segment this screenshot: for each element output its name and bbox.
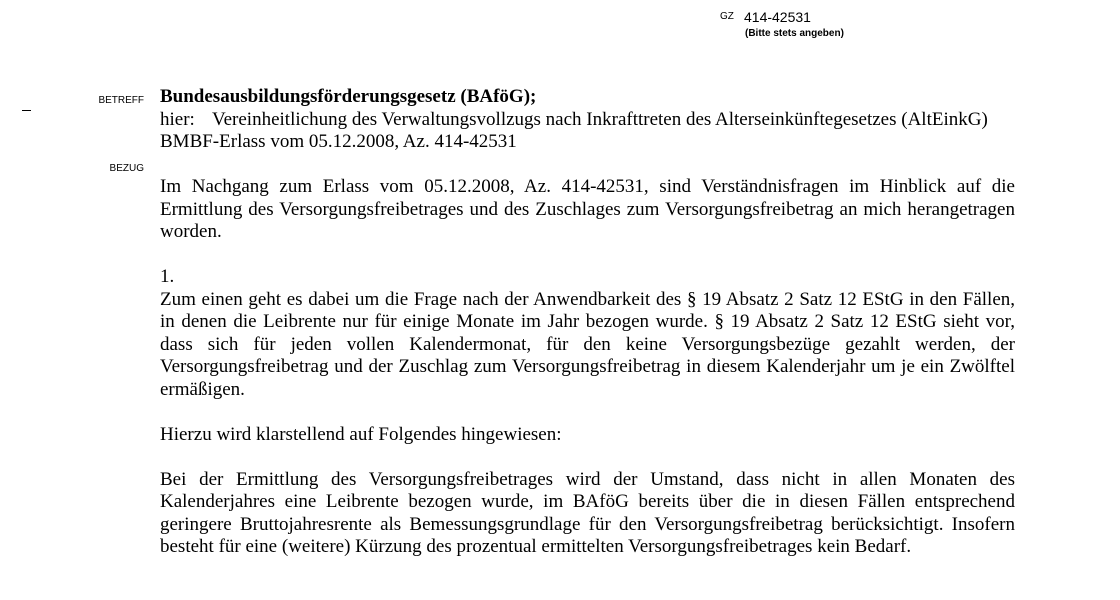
section-paragraph: Zum einen geht es dabei um die Frage nach der Anwendbarkeit des § 19 Absatz 2 Satz 12 EStG in den Fällen, in denen die Leibrente nur für einige Monate im Jahr bezogen wurde. § 19 Absatz 2 Satz 12 EStG sieht vor, dass sich für jeden vollen Kalendermonat, für den keine Versorgungsbezüge gezahlt werden, der Versorgungsfreibetrag und der Zuschlag zum Versorgungsfreibetrag in diesem Kalenderjahr um je ein Zwölftel ermäßigen. — [160, 288, 1015, 400]
gz-number: 414-42531 — [744, 8, 811, 25]
bezug-text: BMBF-Erlass vom 05.12.2008, Az. 414-42531 — [160, 131, 517, 152]
fold-mark — [22, 110, 31, 111]
bezug-label: BEZUG — [109, 163, 144, 174]
hier-text: Vereinheitlichung des Verwaltungsvollzugs nach Inkrafttreten des Alterseinkünftegesetzes (AltEinkG) — [212, 108, 988, 130]
gz-label: GZ — [720, 11, 734, 23]
letter-content — [160, 86, 1015, 559]
explanation-paragraph: Bei der Ermittlung des Versorgungsfreibetrages wird der Umstand, dass nicht in allen Monaten des Kalenderjahres eine Leibrente bezogen wurde, im BAföG bereits über die in diesen Fällen entsprechend geringere Bruttojahresrente als Bemessungsgrundlage für den Versorgungsfreibetrag berücksichtigt. Insofern besteht für eine (weitere) Kürzung des prozentual ermittelten Versorgungsfreibetrages kein Bedarf. — [160, 468, 1015, 557]
hier-label: hier: — [160, 108, 195, 130]
hint-paragraph: Hierzu wird klarstellend auf Folgendes hingewiesen: — [160, 423, 562, 445]
gz-note: (Bitte stets angeben) — [745, 28, 844, 39]
subject-hier — [160, 109, 1015, 132]
betreff-label: BETREFF — [98, 95, 144, 106]
section-number: 1. — [160, 266, 175, 287]
reference-number — [720, 8, 811, 26]
intro-paragraph: Im Nachgang zum Erlass vom 05.12.2008, Az. 414-42531, sind Verständnisfragen im Hinblick auf die Ermittlung des Versorgungsfreibetrages und des Zuschlages zum Versorgungsfreibetrag an mich herangetragen worden. — [160, 176, 1015, 242]
subject-title: Bundesausbildungsförderungsgesetz (BAföG); — [160, 86, 537, 107]
